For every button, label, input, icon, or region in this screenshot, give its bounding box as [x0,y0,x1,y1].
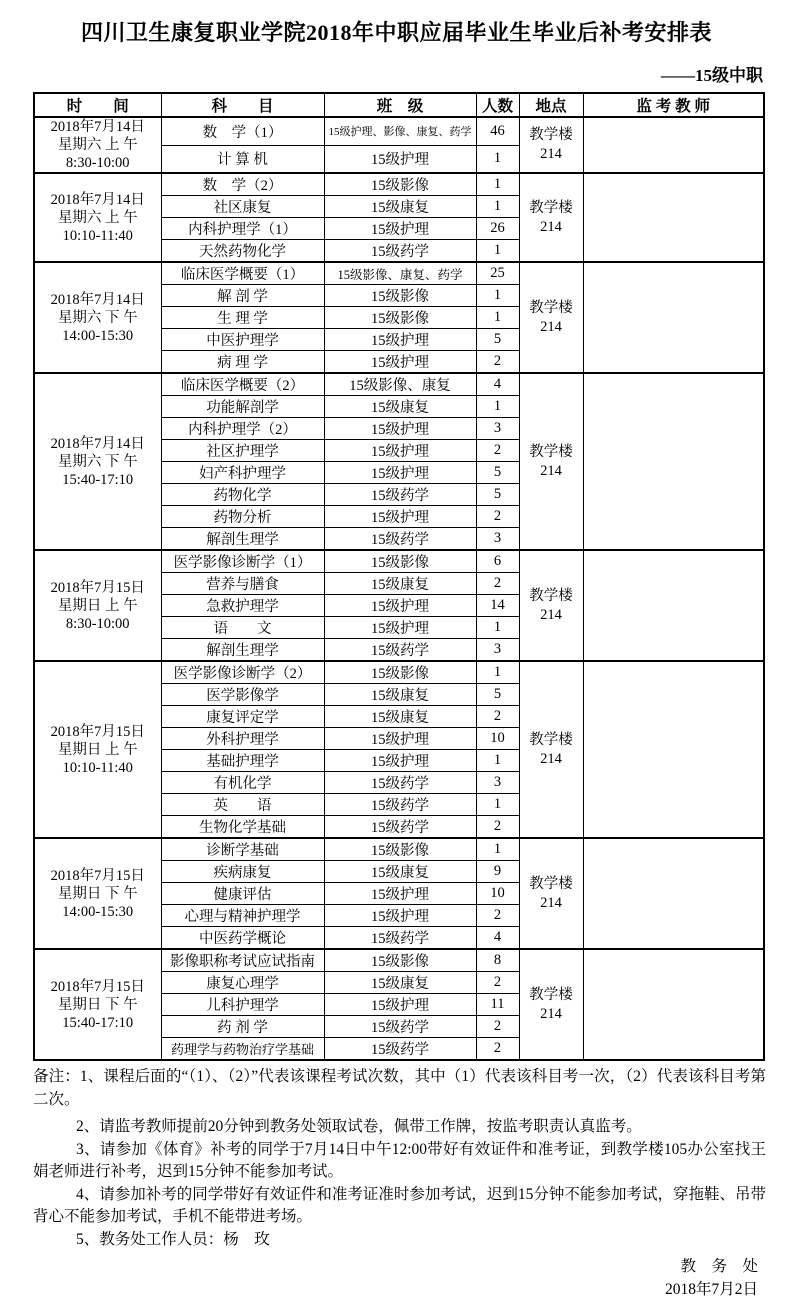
time-line: 星期日 下 午 [57,996,138,1013]
count-cell: 1 [476,838,519,861]
header-invigilator: 监 考 教 师 [583,93,764,117]
subject-cell: 药物分析 [161,506,324,528]
location-line: 214 [540,462,562,479]
subject-cell: 药 剂 学 [161,1016,324,1038]
class-cell: 15级影像 [324,550,476,573]
time-line: 星期日 上 午 [57,597,138,614]
time-line: 8:30-10:00 [65,155,130,171]
subject-cell: 英 语 [161,794,324,816]
invigilator-cell [583,117,764,173]
class-cell: 15级药学 [324,816,476,839]
count-cell: 4 [476,927,519,950]
class-cell: 15级护理 [324,728,476,750]
time-line: 15:40-17:10 [62,1014,134,1031]
page-subtitle: ——15级中职 [661,66,763,85]
count-cell: 2 [476,972,519,994]
subject-cell: 生物化学基础 [161,816,324,839]
table-row [34,949,764,972]
invigilator-cell [583,173,764,262]
class-cell: 15级护理、影像、康复、药学 [324,117,476,145]
count-cell: 10 [476,728,519,750]
time-line: 星期六 下 午 [57,309,138,326]
subject-cell: 数 学（1） [161,117,324,145]
header-class: 班 级 [324,93,476,117]
time-line: 星期日 上 午 [57,741,138,758]
subject-cell: 社区护理学 [161,440,324,462]
class-cell: 15级护理 [324,905,476,927]
count-cell: 1 [476,173,519,196]
count-cell: 4 [476,373,519,396]
subject-cell: 中医护理学 [161,329,324,351]
schedule-table-body [34,117,764,1060]
class-cell: 15级药学 [324,639,476,662]
count-cell: 5 [476,484,519,506]
note-4: 4、请参加补考的同学带好有效证件和准考证准时参加考试，迟到15分钟不能参加考试，穿拖鞋、吊带背心不能参加考试，手机不能带进考场。 [33,1185,766,1225]
class-cell: 15级影像、康复 [324,373,476,396]
count-cell: 6 [476,550,519,573]
header-count: 人数 [476,93,519,117]
count-cell: 2 [476,351,519,374]
table-row [34,262,764,285]
time-line: 10:10-11:40 [62,227,133,244]
class-cell: 15级康复 [324,972,476,994]
page-title: 四川卫生康复职业学院2018年中职应届毕业生毕业后补考安排表 [80,20,712,45]
count-cell: 11 [476,994,519,1016]
location-line: 214 [540,1005,562,1022]
exam-schedule-table [33,92,765,1061]
time-cell [34,550,161,661]
subject-cell: 医学影像诊断学（2） [161,661,324,684]
time-line: 15:40-17:10 [62,471,134,488]
class-cell: 15级护理 [324,440,476,462]
time-line: 2018年7月14日 [50,119,145,135]
subject-cell: 药理学与药物治疗学基础 [161,1038,324,1061]
count-cell: 5 [476,329,519,351]
count-cell: 14 [476,595,519,617]
time-line: 14:00-15:30 [62,903,134,920]
time-cell [34,838,161,949]
count-cell: 1 [476,794,519,816]
time-line: 星期六 上 午 [57,137,138,153]
invigilator-cell [583,550,764,661]
table-header [34,93,764,117]
location-line: 教学楼 [529,443,573,460]
time-line: 10:10-11:40 [62,759,133,776]
class-cell: 15级护理 [324,418,476,440]
header-location: 地点 [519,93,583,117]
subject-cell: 生 理 学 [161,307,324,329]
location-cell [519,173,583,262]
subject-cell: 儿科护理学 [161,994,324,1016]
subject-cell: 医学影像学 [161,684,324,706]
class-cell: 15级护理 [324,617,476,639]
count-cell: 1 [476,396,519,418]
table-row [34,838,764,861]
location-cell [519,838,583,949]
subject-cell: 药物化学 [161,484,324,506]
class-cell: 15级影像 [324,838,476,861]
subject-cell: 健康评估 [161,883,324,905]
subject-cell: 解剖生理学 [161,639,324,662]
count-cell: 3 [476,418,519,440]
count-cell: 1 [476,240,519,263]
subject-cell: 妇产科护理学 [161,462,324,484]
count-cell: 1 [476,285,519,307]
header-subject: 科 目 [161,93,324,117]
count-cell: 2 [476,816,519,839]
class-cell: 15级药学 [324,1016,476,1038]
location-line: 214 [540,606,562,623]
note-2: 2、请监考教师提前20分钟到教务处领取试卷，佩带工作牌，按监考职责认真监考。 [76,1118,642,1135]
invigilator-cell [583,838,764,949]
subject-cell: 临床医学概要（1） [161,262,324,285]
class-cell: 15级影像、康复、药学 [324,262,476,285]
subject-cell: 解剖生理学 [161,528,324,551]
location-line: 教学楼 [529,986,573,1003]
time-line: 8:30-10:00 [65,615,130,632]
count-cell: 8 [476,949,519,972]
location-cell [519,262,583,373]
subject-cell: 病 理 学 [161,351,324,374]
subject-cell: 外科护理学 [161,728,324,750]
table-row [34,373,764,396]
table-row [34,661,764,684]
class-cell: 15级影像 [324,661,476,684]
table-row [34,173,764,196]
header-row [34,93,764,117]
count-cell: 46 [476,117,519,145]
class-cell: 15级影像 [324,307,476,329]
subject-cell: 疾病康复 [161,861,324,883]
class-cell: 15级康复 [324,706,476,728]
count-cell: 2 [476,573,519,595]
time-line: 2018年7月14日 [50,191,145,208]
class-cell: 15级护理 [324,506,476,528]
class-cell: 15级护理 [324,351,476,374]
class-cell: 15级护理 [324,883,476,905]
class-cell: 15级药学 [324,772,476,794]
location-line: 214 [540,750,562,767]
subject-cell: 急救护理学 [161,595,324,617]
signature-date: 2018年7月2日 [664,1281,758,1298]
signature-block [0,1255,793,1301]
subject-cell: 营养与膳食 [161,573,324,595]
count-cell: 5 [476,462,519,484]
count-cell: 3 [476,528,519,551]
count-cell: 1 [476,750,519,772]
class-cell: 15级药学 [324,927,476,950]
invigilator-cell [583,661,764,838]
table-row [34,117,764,145]
location-line: 214 [540,218,562,235]
class-cell: 15级康复 [324,684,476,706]
time-cell [34,173,161,262]
note-5: 5、教务处工作人员：杨 玫 [76,1230,270,1248]
class-cell: 15级影像 [324,173,476,196]
time-cell [34,949,161,1060]
count-cell: 2 [476,706,519,728]
class-cell: 15级护理 [324,462,476,484]
notes-section [33,1066,766,1251]
location-line: 教学楼 [529,731,573,748]
time-line: 14:00-15:30 [62,327,134,344]
time-line: 星期六 上 午 [57,209,138,226]
class-cell: 15级护理 [324,145,476,173]
location-line: 教学楼 [529,587,573,604]
subject-cell: 医学影像诊断学（1） [161,550,324,573]
class-cell: 15级护理 [324,595,476,617]
count-cell: 3 [476,639,519,662]
location-line: 214 [540,318,562,335]
time-line: 2018年7月14日 [50,291,145,308]
time-cell [34,262,161,373]
location-cell [519,117,583,173]
subject-cell: 数 学（2） [161,173,324,196]
location-line: 教学楼 [529,127,573,143]
time-cell [34,661,161,838]
subject-cell: 影像职称考试应试指南 [161,949,324,972]
time-line: 2018年7月15日 [50,579,145,596]
subject-cell: 康复心理学 [161,972,324,994]
count-cell: 9 [476,861,519,883]
time-line: 2018年7月15日 [50,978,145,995]
subject-cell: 心理与精神护理学 [161,905,324,927]
subject-cell: 内科护理学（2） [161,418,324,440]
class-cell: 15级药学 [324,794,476,816]
subject-cell: 内科护理学（1） [161,218,324,240]
invigilator-cell [583,262,764,373]
location-cell [519,949,583,1060]
subject-cell: 社区康复 [161,196,324,218]
count-cell: 1 [476,196,519,218]
count-cell: 2 [476,506,519,528]
time-cell [34,373,161,550]
class-cell: 15级护理 [324,218,476,240]
location-line: 214 [540,894,562,911]
class-cell: 15级药学 [324,1038,476,1061]
signature-department: 教 务 处 [680,1258,758,1275]
count-cell: 25 [476,262,519,285]
class-cell: 15级康复 [324,861,476,883]
count-cell: 1 [476,617,519,639]
count-cell: 3 [476,772,519,794]
time-line: 2018年7月15日 [50,867,145,884]
subject-cell: 功能解剖学 [161,396,324,418]
class-cell: 15级药学 [324,484,476,506]
invigilator-cell [583,949,764,1060]
class-cell: 15级护理 [324,750,476,772]
subject-cell: 临床医学概要（2） [161,373,324,396]
invigilator-cell [583,373,764,550]
subject-cell: 康复评定学 [161,706,324,728]
count-cell: 2 [476,440,519,462]
class-cell: 15级药学 [324,240,476,263]
count-cell: 1 [476,145,519,173]
subject-cell: 中医药学概论 [161,927,324,950]
location-line: 214 [540,146,562,162]
count-cell: 2 [476,1016,519,1038]
time-line: 2018年7月15日 [50,723,145,740]
subject-cell: 有机化学 [161,772,324,794]
subject-cell: 语 文 [161,617,324,639]
location-line: 教学楼 [529,875,573,892]
subject-cell: 诊断学基础 [161,838,324,861]
subject-cell: 天然药物化学 [161,240,324,263]
class-cell: 15级护理 [324,329,476,351]
header-time: 时 间 [34,93,161,117]
count-cell: 1 [476,307,519,329]
time-line: 星期六 下 午 [57,453,138,470]
class-cell: 15级康复 [324,573,476,595]
location-cell [519,661,583,838]
location-cell [519,373,583,550]
location-line: 教学楼 [529,199,573,216]
count-cell: 1 [476,661,519,684]
location-cell [519,550,583,661]
class-cell: 15级影像 [324,949,476,972]
count-cell: 2 [476,905,519,927]
count-cell: 26 [476,218,519,240]
class-cell: 15级康复 [324,196,476,218]
location-line: 教学楼 [529,299,573,316]
subject-cell: 基础护理学 [161,750,324,772]
time-cell [34,117,161,173]
class-cell: 15级护理 [324,994,476,1016]
class-cell: 15级药学 [324,528,476,551]
class-cell: 15级影像 [324,285,476,307]
count-cell: 2 [476,1038,519,1061]
count-cell: 5 [476,684,519,706]
time-line: 星期日 下 午 [57,885,138,902]
time-line: 2018年7月14日 [50,435,145,452]
note-1: 备注：1、课程后面的“（1）、（2）”代表该课程考试次数，其中（1）代表该科目考一次，（2）代表该科目考第二次。 [33,1068,766,1108]
note-3: 3、请参加《体育》补考的同学于7月14日中午12:00带好有效证件和准考证，到教学楼105办公室找王娟老师进行补考，迟到15分钟不能参加考试。 [33,1140,766,1180]
class-cell: 15级康复 [324,396,476,418]
subject-cell: 解 剖 学 [161,285,324,307]
subject-cell: 计 算 机 [161,145,324,173]
table-row [34,550,764,573]
count-cell: 10 [476,883,519,905]
